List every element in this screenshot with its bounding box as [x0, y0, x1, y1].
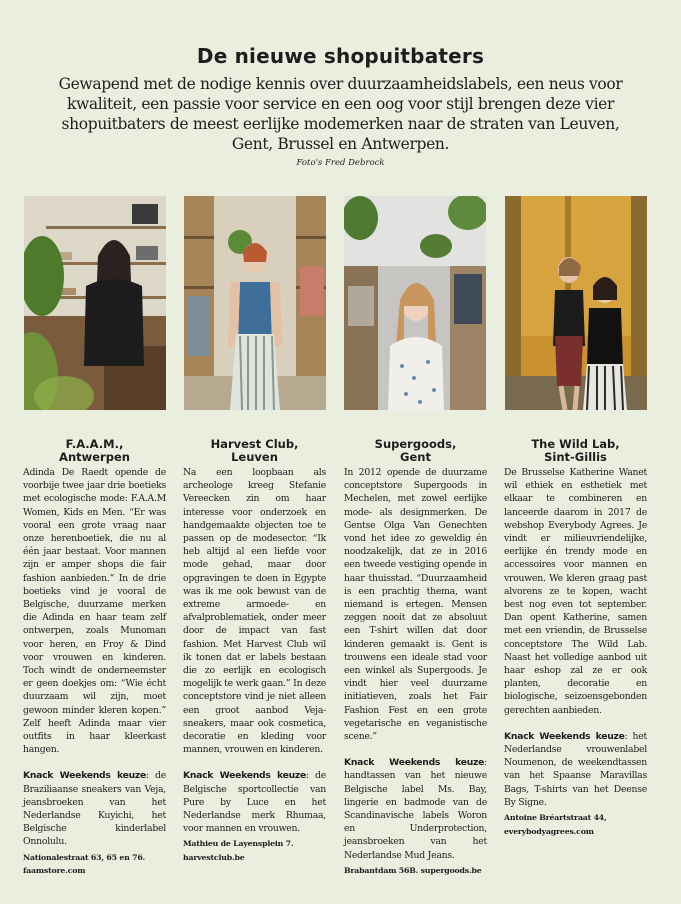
shop-description: Adinda De Raedt opende de voorbije twee jaar drie boetieks met ecologische mode: F.A.A.M Women, Kids en Men. “Er was vooral een grote vraag naar onze herenboetiek, die nu al één jaar bestaat. Voor mannen zijn er amper shops die fair fashion aanbieden.” In de drie boetieks vind je vooral de Belgische, duurzame merken die Adinda en haar team zelf ontwerpen, zoals Munoman voor heren, en Froy & Dind voor vrouwen en kinderen. Toch windt de onderneemster er geen doekjes om: “Wie écht duurzaam wil zijn, moet gewoon minder kleren kopen.” Zelf heeft Adinda maar vier outfits in haar kleerkast hangen.	[23, 467, 166, 756]
pick-label: Knack Weekends keuze	[183, 770, 306, 782]
shop-pick	[504, 730, 647, 809]
shop-column-faam	[23, 438, 166, 878]
shop-website: everybodyagrees.com	[504, 826, 594, 836]
pick-text: : handtassen van het nieuwe Belgische label Ms. Bay, lingerie en badmode van de Scandinavische labels Woron en Underprotection, jeansbroeken van het Nederlandse Mud Jeans.	[344, 757, 487, 861]
shop-name: Harvest Club,	[210, 437, 299, 451]
shop-website: faamstore.com	[23, 866, 86, 876]
shop-column-supergoods	[344, 438, 487, 877]
address-website: supergoods.be	[420, 865, 482, 875]
photo-harvest-club	[184, 196, 326, 410]
pick-text: : de Belgische sportcollectie van Pure by Luce en het Nederlandse merk Rhumaa, voor mannen en vrouwen.	[183, 770, 326, 835]
photo-the-wild-lab	[505, 196, 647, 410]
shop-address: Antoine Bréartstraat 44,	[504, 813, 607, 823]
pick-label: Knack Weekends keuze	[23, 770, 146, 782]
shop-address: Mathieu de Layensplein 7.	[183, 839, 294, 849]
address-street: Brabantdam 56B.	[344, 865, 419, 875]
shop-heading	[23, 438, 166, 464]
photo-faam	[24, 196, 166, 410]
shop-city: Antwerpen	[59, 450, 130, 464]
shop-name: F.A.A.M.,	[65, 437, 124, 451]
pick-text: : de Braziliaanse sneakers van Veja, jeansbroeken van het Nederlandse Kuyichi, het Belgische kinderlabel Onnolulu.	[23, 770, 166, 848]
shop-heading	[344, 438, 487, 464]
shop-name: Supergoods,	[374, 437, 457, 451]
pick-label: Knack Weekends keuze	[344, 757, 485, 769]
shop-column-harvest-club	[183, 438, 326, 864]
pick-label: Knack Weekends keuze	[504, 730, 625, 742]
shop-website: harvestclub.be	[183, 852, 245, 862]
shop-description: De Brusselse Katherine Wanet wil ethiek en esthetiek met elkaar te combineren en lanceerde daarom in 2017 de webshop Everybody Agrees. Je vindt er milieuvriendelijke, eerlijke én trendy mode en accessoires voor mannen en vrouwen. We kleren graag past alvorens ze te kopen, wacht best nog even tot september. Dan opent Katherine, samen met een vriendin, de Brusselse conceptstore The Wild Lab. Naast het volledige aanbod uit haar eshop zal ze er ook planten, decoratie en biologische, seizoensgebonden gerechten aanbieden.	[504, 467, 647, 716]
article-title: De nieuwe shopuitbaters	[196, 44, 485, 68]
pick-text: : het Nederlandse vrouwenlabel Noumenon, de weekendtassen van het Spaanse Maravillas Bags, T-shirts van het Deense By Signe.	[504, 730, 647, 808]
shop-heading	[504, 438, 647, 464]
photo-supergoods	[344, 196, 486, 410]
shop-heading	[183, 438, 326, 464]
photo-credit: Foto's Fred Debrock	[296, 158, 385, 168]
shop-city: Leuven	[231, 450, 278, 464]
shop-city: Sint-Gillis	[544, 450, 607, 464]
shop-pick	[344, 756, 487, 862]
shop-name: The Wild Lab,	[531, 437, 620, 451]
article-intro: Gewapend met de nodige kennis over duurzaamheidslabels, een neus voor kwaliteit, een passie voor service en een oog voor stijl brengen deze vier shopuitbaters de meest eerlijke modemerken naar de straten van Leuven, Gent, Brussel en Antwerpen.	[58, 75, 623, 153]
shop-pick	[183, 769, 326, 835]
shop-description: In 2012 opende de duurzame conceptstore Supergoods in Mechelen, met zowel eerlijke mode- als designmerken. De Gentse Olga Van Genechten vond het idee zo geweldig én noodzakelijk, dat ze in 2016 een tweede vestiging opende in haar thuisstad. “Duurzaamheid is een prachtig thema, want niemand is ertegen. Mensen zeggen nooit dat ze absoluut een T-shirt willen dat door kinderen gemaakt is. Gent is trouwens een ideale stad voor een winkel als Supergoods. Je vindt hier veel duurzame initiatieven, zoals het Fair Fashion Fest en een grote vegetarische en veganistische scene.”	[344, 467, 487, 743]
shop-address	[344, 864, 487, 878]
shop-city: Gent	[400, 450, 431, 464]
shop-address: Nationalestraat 63, 65 en 76.	[23, 852, 146, 862]
shop-pick	[23, 769, 166, 848]
shop-column-the-wild-lab	[504, 438, 647, 838]
shop-description: Na een loopbaan als archeologe kreeg Stefanie Vereecken zin om haar interesse voor onderzoek en handgemaakte objecten toe te passen op de modesector. “Ik heb altijd al een liefde voor mode gehad, maar door opgravingen te doen in Egypte was ik me ook bewust van de extreme armoede- en afvalproblematiek, onder meer door de impact van fast fashion. Met Harvest Club wil ik tonen dat er labels bestaan die zo eerlijk en ecologisch mogelijk te werk gaan.” In deze conceptstore vind je niet alleen een groot aanbod Veja-sneakers, maar ook cosmetica, decoratie en kleding voor mannen, vrouwen en kinderen.	[183, 467, 326, 756]
